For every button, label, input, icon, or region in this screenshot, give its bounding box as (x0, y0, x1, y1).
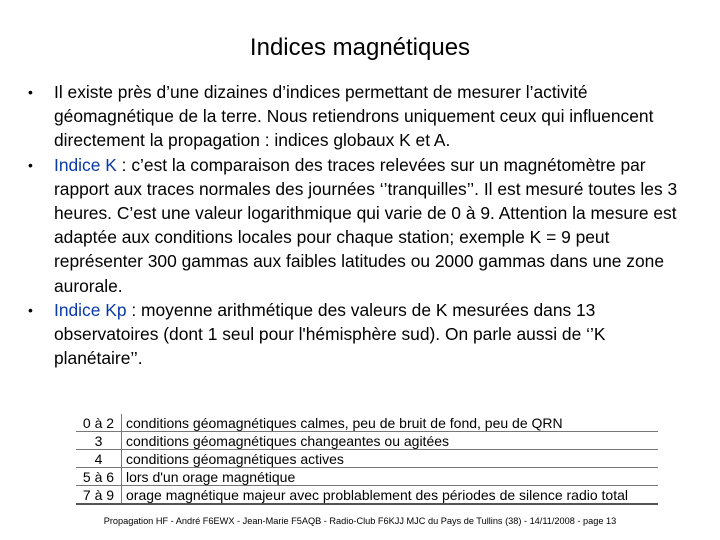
bullet-text: : moyenne arithmétique des valeurs de K mesurées dans 13 observatoires (dont 1 seul pour l'hémisphère sud). On parle aussi de ‘’K planétaire’’. (54, 299, 606, 369)
k-range-cell: 5 à 6 (76, 468, 122, 486)
k-range-cell: 0 à 2 (76, 414, 122, 432)
bullet-text: : c’est la comparaison des traces relevées sur un magnétomètre par rapport aux traces normales des journées ‘’tranquilles’’. Il est mesuré toutes les 3 heures. C’est une valeur logarithmique qui varie de 0 à 9. Attention la mesure est adaptée aux conditions locales pour chaque station; exemple K = 9 peut représenter 300 gammas aux faibles latitudes ou 2000 gammas dans une zone aurorale. (54, 154, 678, 296)
k-index-table (76, 414, 658, 505)
bullet-list (28, 80, 693, 370)
table-row (76, 414, 658, 432)
table-row (76, 450, 658, 468)
k-range-cell: 4 (76, 450, 122, 468)
table-row (76, 486, 658, 505)
bullet-item-indice-k (28, 153, 693, 298)
condition-cell: orage magnétique majeur avec problablement des périodes de silence radio total (122, 486, 659, 505)
footer-text: Propagation HF - André F6EWX - Jean-Marie F5AQB - Radio-Club F6KJJ MJC du Pays de Tullins (38) - 14/11/2008 - page 13 (103, 516, 617, 526)
table-row (76, 432, 658, 450)
bullet-marker: • (28, 84, 33, 100)
bullet-text: Il existe près d’une dizaines d’indices permettant de mesurer l’activité géomagnétique de la terre. Nous retiendrons uniquement ceux qui influencent directement la propagation : indices globaux K et A. (54, 82, 654, 151)
condition-cell: lors d'un orage magnétique (122, 468, 659, 486)
k-range-cell: 3 (76, 432, 122, 450)
bullet-marker: • (28, 156, 33, 173)
page-title: Indices magnétiques (249, 34, 471, 61)
condition-cell: conditions géomagnétiques actives (122, 450, 659, 468)
condition-cell: conditions géomagnétiques calmes, peu de bruit de fond, peu de QRN (122, 414, 659, 432)
bullet-marker: • (28, 301, 33, 318)
k-range-cell: 7 à 9 (76, 486, 122, 505)
bullet-item-indice-kp (28, 298, 693, 371)
bullet-keyword: Indice Kp (54, 299, 127, 320)
bullet-item-intro (28, 80, 693, 153)
condition-cell: conditions géomagnétiques changeantes ou agitées (122, 432, 659, 450)
bullet-keyword: Indice K (54, 154, 117, 175)
table-row (76, 468, 658, 486)
